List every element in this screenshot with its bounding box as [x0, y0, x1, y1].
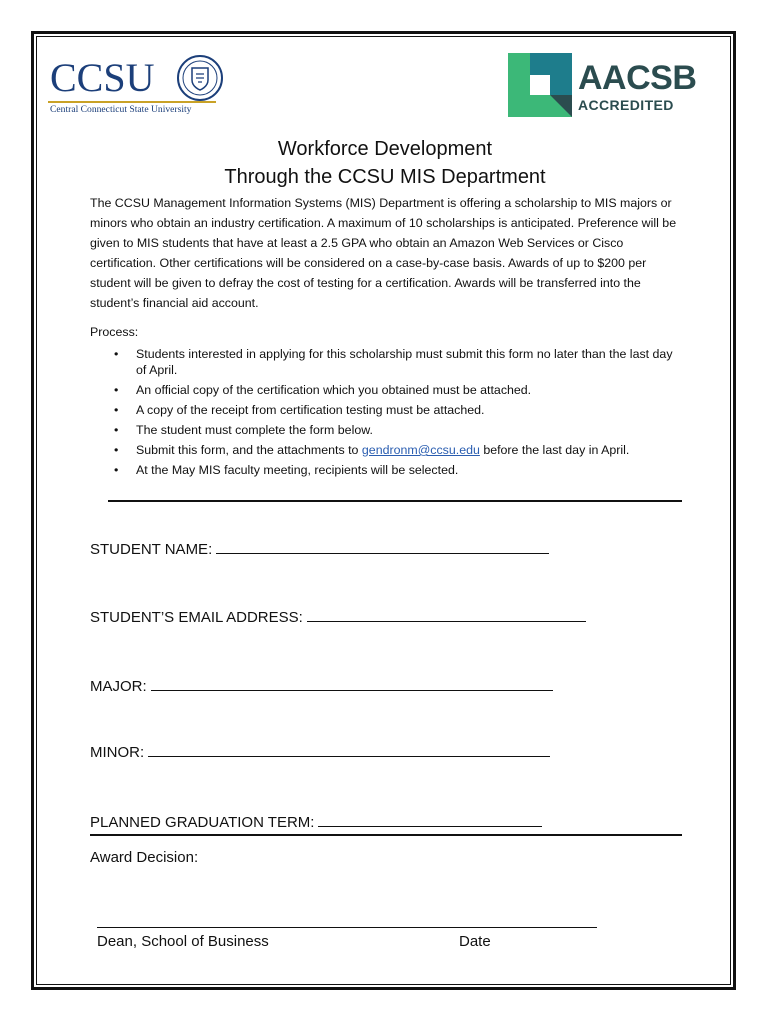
award-decision-label: Award Decision: [90, 849, 199, 866]
section-divider [90, 834, 682, 836]
intro-text: The CCSU Management Information Systems (MIS) Department is offering a scholarship to MIS majors or minors who obtain an industry certification. A maximum of 10 scholarships is anticipated. Preference will be given to MIS students that have at least a 2.5 GPA who obtain an Amazon Web Services or Cisco certification. Other certifications will be considered on a case-by-case basis. Awards of up to $200 per student will be given to defray the cost of testing for a certification. Awards will be transferred into the student’s financial aid account. [90, 196, 677, 310]
aacsb-logo-text: AACSB [578, 59, 697, 97]
signature-line[interactable] [97, 927, 597, 928]
date-label: Date [459, 933, 491, 950]
list-item [108, 422, 683, 438]
minor-field [90, 742, 550, 761]
aacsb-logo [508, 53, 697, 117]
section-divider [108, 500, 682, 502]
list-item-text: A copy of the receipt from certification testing must be attached. [136, 403, 485, 417]
submit-prefix: Submit this form, and the attachments to [136, 443, 362, 457]
minor-input[interactable] [148, 742, 550, 757]
aacsb-accredited-label: ACCREDITED [578, 97, 674, 113]
ccsu-logo-text: CCSU [50, 55, 155, 100]
list-item [108, 442, 683, 458]
ccsu-seal-icon [176, 54, 224, 102]
list-item [108, 346, 683, 378]
email-link[interactable]: gendronm@ccsu.edu [361, 443, 480, 457]
process-list [108, 346, 683, 482]
list-item-text: Students interested in applying for this scholarship must submit this form no later than the last day of April. [136, 347, 673, 377]
email-label: STUDENT’S EMAIL ADDRESS: [90, 609, 303, 626]
email-field [90, 607, 586, 626]
graduation-label: PLANNED GRADUATION TERM: [90, 814, 315, 831]
page-title-line-1: Workforce Development [277, 138, 493, 160]
ccsu-logo-subtitle: Central Connecticut State University [50, 104, 192, 115]
bullet-icon: • [114, 463, 119, 477]
ccsu-logo-rule [48, 101, 216, 103]
list-item-text: At the May MIS faculty meeting, recipients will be selected. [136, 463, 459, 477]
page-title-line-2: Through the CCSU MIS Department [224, 166, 546, 188]
bullet-icon: • [114, 423, 119, 437]
email-input[interactable] [307, 607, 586, 622]
graduation-field [90, 812, 542, 831]
graduation-input[interactable] [318, 812, 542, 827]
list-item-text: The student must complete the form below. [136, 423, 373, 437]
bullet-icon: • [114, 347, 119, 361]
list-item [108, 462, 683, 478]
student-name-label: STUDENT NAME: [90, 541, 213, 558]
submit-suffix: before the last day in April. [479, 443, 630, 457]
dean-signature-label: Dean, School of Business [97, 933, 269, 950]
major-input[interactable] [151, 676, 553, 691]
student-name-field [90, 539, 549, 558]
ccsu-logo [48, 52, 218, 118]
minor-label: MINOR: [90, 744, 145, 761]
major-label: MAJOR: [90, 678, 147, 695]
list-item [108, 382, 683, 398]
intro-paragraph [90, 193, 690, 313]
list-item [108, 402, 683, 418]
student-name-input[interactable] [216, 539, 549, 554]
list-item-text: An official copy of the certification which you obtained must be attached. [136, 383, 532, 397]
bullet-icon: • [114, 443, 119, 457]
process-label: Process: [90, 325, 139, 339]
bullet-icon: • [114, 383, 119, 397]
bullet-icon: • [114, 403, 119, 417]
major-field [90, 676, 553, 695]
aacsb-mark-icon [508, 53, 572, 117]
